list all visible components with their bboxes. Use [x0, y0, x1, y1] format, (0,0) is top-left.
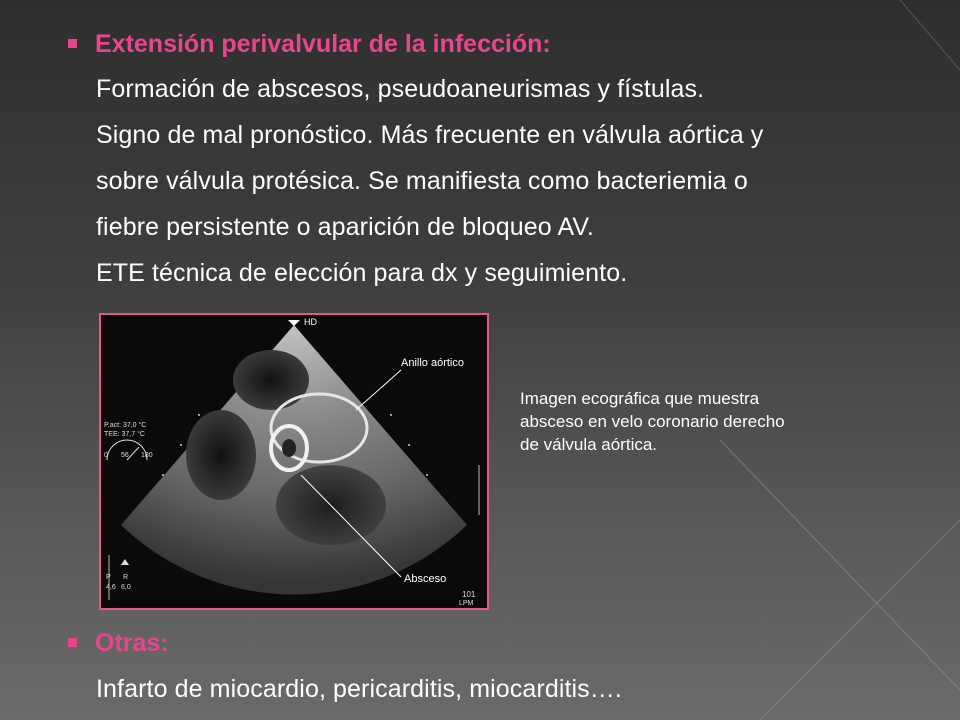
- figure-angle-56: 56: [121, 452, 129, 459]
- echocardiogram-image: [99, 313, 489, 610]
- figure-depth-1: 4,6: [106, 584, 116, 591]
- body-line: ETE técnica de elección para dx y seguimiento.: [96, 259, 628, 287]
- section-heading: Otras:: [95, 629, 169, 657]
- figure-hr-unit: LPM: [459, 600, 474, 607]
- figure-temp-1: P.act: 37,0 °C: [104, 422, 147, 429]
- body-line: sobre válvula protésica. Se manifiesta como bacteriemia o: [96, 167, 748, 195]
- caption-line: de válvula aórtica.: [520, 435, 658, 454]
- section-heading: Extensión perivalvular de la infección:: [95, 30, 551, 58]
- figure-hr-value: 101: [462, 590, 476, 599]
- square-bullet-icon: [68, 638, 77, 647]
- caption-line: Imagen ecográfica que muestra: [520, 389, 760, 408]
- body-line: Infarto de miocardio, pericarditis, miocarditis….: [96, 675, 622, 703]
- figure-probe-p: P: [106, 574, 111, 581]
- figure-temp-2: TEE: 37,7 °C: [104, 431, 145, 438]
- body-line: Formación de abscesos, pseudoaneurismas y fístulas.: [96, 75, 705, 103]
- section-heading-row: [68, 27, 551, 61]
- figure-label-top: HD: [304, 317, 317, 327]
- square-bullet-icon: [68, 39, 77, 48]
- body-line: Signo de mal pronóstico. Más frecuente en válvula aórtica y: [96, 121, 764, 149]
- figure-caption: [520, 387, 900, 456]
- figure-label-aortic-ring: Anillo aórtico: [401, 357, 464, 369]
- figure-angle-180: 180: [141, 452, 153, 459]
- body-line: fiebre persistente o aparición de bloqueo AV.: [96, 213, 594, 241]
- section-heading-row: [68, 626, 169, 660]
- caption-line: absceso en velo coronario derecho: [520, 412, 785, 431]
- figure-depth-2: 6,0: [121, 584, 131, 591]
- figure-angle-0: 0: [104, 452, 108, 459]
- figure-probe-r: R: [123, 574, 129, 581]
- figure-label-abscess: Absceso: [404, 573, 447, 585]
